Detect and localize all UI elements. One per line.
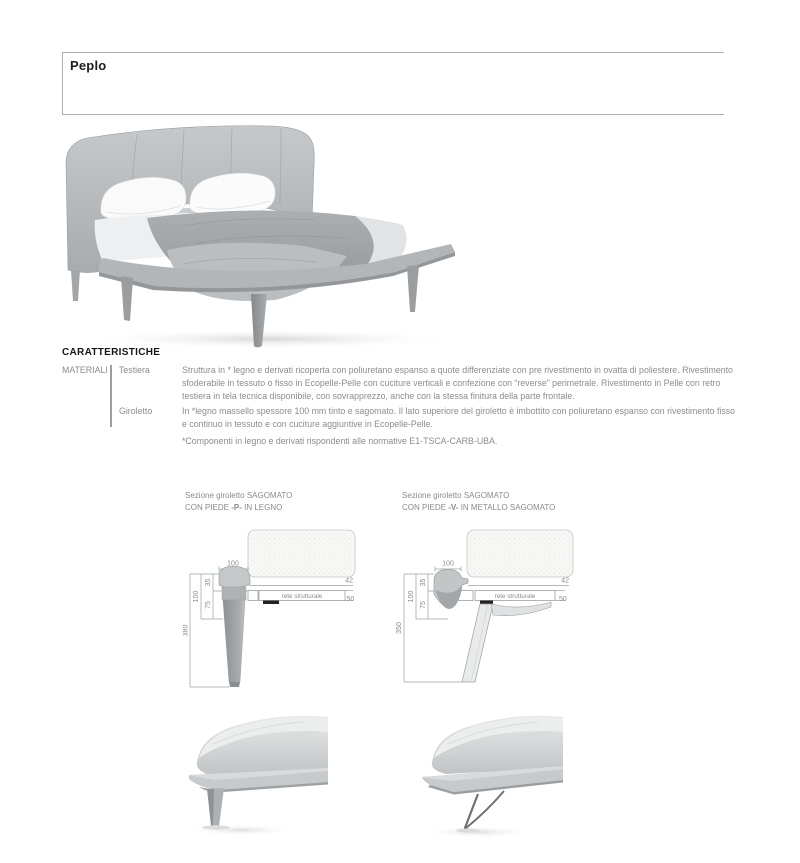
mattress <box>432 716 563 774</box>
floor-shadow <box>423 826 533 838</box>
dim-42: 42 <box>561 577 569 585</box>
section-drawing-metal-foot <box>393 522 578 700</box>
page-title: Peplo <box>70 58 107 73</box>
caption-wood-foot <box>185 490 292 513</box>
dim-50: 50 <box>559 596 567 603</box>
material-description: Struttura in * legno e derivati ricoperta con poliuretano espanso a quote differenziate con pre rivestimento in ovatta di poliestere. Rivestimento sfoderabile in tessuto o fisso in Ecopelle-Pelle con cuciture verticali e confezione con “reverse” perimetrale. Rivestimento in Pelle con retro testiera in tela tecnica disponibile, con sovrapprezzo, anche con la stessa finitura della parte frontale. <box>182 365 733 401</box>
leg-shadow <box>202 825 230 829</box>
material-term: Testiera <box>119 365 150 375</box>
caption-line1: Sezione giroletto SAGOMATO <box>402 491 510 500</box>
caption-line2: CON PIEDE -P- IN LEGNO <box>185 502 283 512</box>
mesh-label: rete strutturale <box>281 593 323 601</box>
metal-leg <box>464 791 504 830</box>
dim-75: 75 <box>420 601 427 609</box>
dim-50: 50 <box>346 596 355 603</box>
rail-profile-wood <box>219 566 250 600</box>
table-row <box>119 364 742 403</box>
dim-35: 35 <box>205 578 212 587</box>
dim-100: 100 <box>408 590 415 603</box>
material-term: Giroletto <box>119 406 153 416</box>
wood-leg <box>223 600 245 687</box>
materials-body <box>119 364 742 448</box>
dim-top-width: 100 <box>442 560 454 568</box>
table-row <box>119 405 742 431</box>
rail-inner-box <box>248 591 258 601</box>
photo-metal-foot-detail <box>418 704 563 839</box>
dim-42: 42 <box>345 577 353 585</box>
mattress-section <box>467 530 573 577</box>
dim-top-width: 100 <box>227 560 239 568</box>
dim-leg-height: 350 <box>396 622 403 634</box>
dim-100: 100 <box>193 590 200 603</box>
caption-line2: CON PIEDE -V- IN METALLO SAGOMATO <box>402 502 556 512</box>
caption-line1: Sezione giroletto SAGOMATO <box>185 491 293 500</box>
leg-shadow <box>456 829 480 833</box>
mesh-support-bracket <box>480 601 493 605</box>
dimension-lines <box>190 567 353 688</box>
rail-profile-shaped <box>434 569 468 608</box>
mesh-support-bracket <box>263 601 279 605</box>
floor-shadow <box>80 329 460 349</box>
materials-column-label: MATERIALI <box>62 365 108 375</box>
dim-75: 75 <box>205 601 212 609</box>
mattress-section <box>248 530 355 577</box>
photo-wood-foot-detail <box>183 704 328 839</box>
metal-leg <box>462 602 551 682</box>
bed-product-photo <box>55 118 460 350</box>
materials-footnote: *Componenti in legno e derivati rispondenti alle normative E1-TSCA-CARB-UBA. <box>182 436 498 446</box>
dim-35: 35 <box>420 578 427 587</box>
dim-leg-height: 380 <box>183 624 190 637</box>
caption-metal-foot <box>402 490 555 513</box>
mesh-label: rete strutturale <box>494 593 536 601</box>
characteristics-heading: CARATTERISTICHE <box>62 347 161 358</box>
mattress <box>197 716 328 776</box>
material-description: In *legno massello spessore 100 mm tinto e sagomato. Il lato superiore del giroletto è imbottito con poliuretano espanso con rivestimento fisso e continuo in tessuto e con cuciture aggiuntive in Ecopelle-Pelle. <box>182 406 736 429</box>
wood-leg <box>207 788 224 826</box>
title-box <box>62 52 724 115</box>
materials-table <box>62 364 742 448</box>
floor-shadow <box>186 824 296 836</box>
vertical-divider <box>110 365 112 427</box>
section-drawing-wood-foot <box>183 522 363 700</box>
